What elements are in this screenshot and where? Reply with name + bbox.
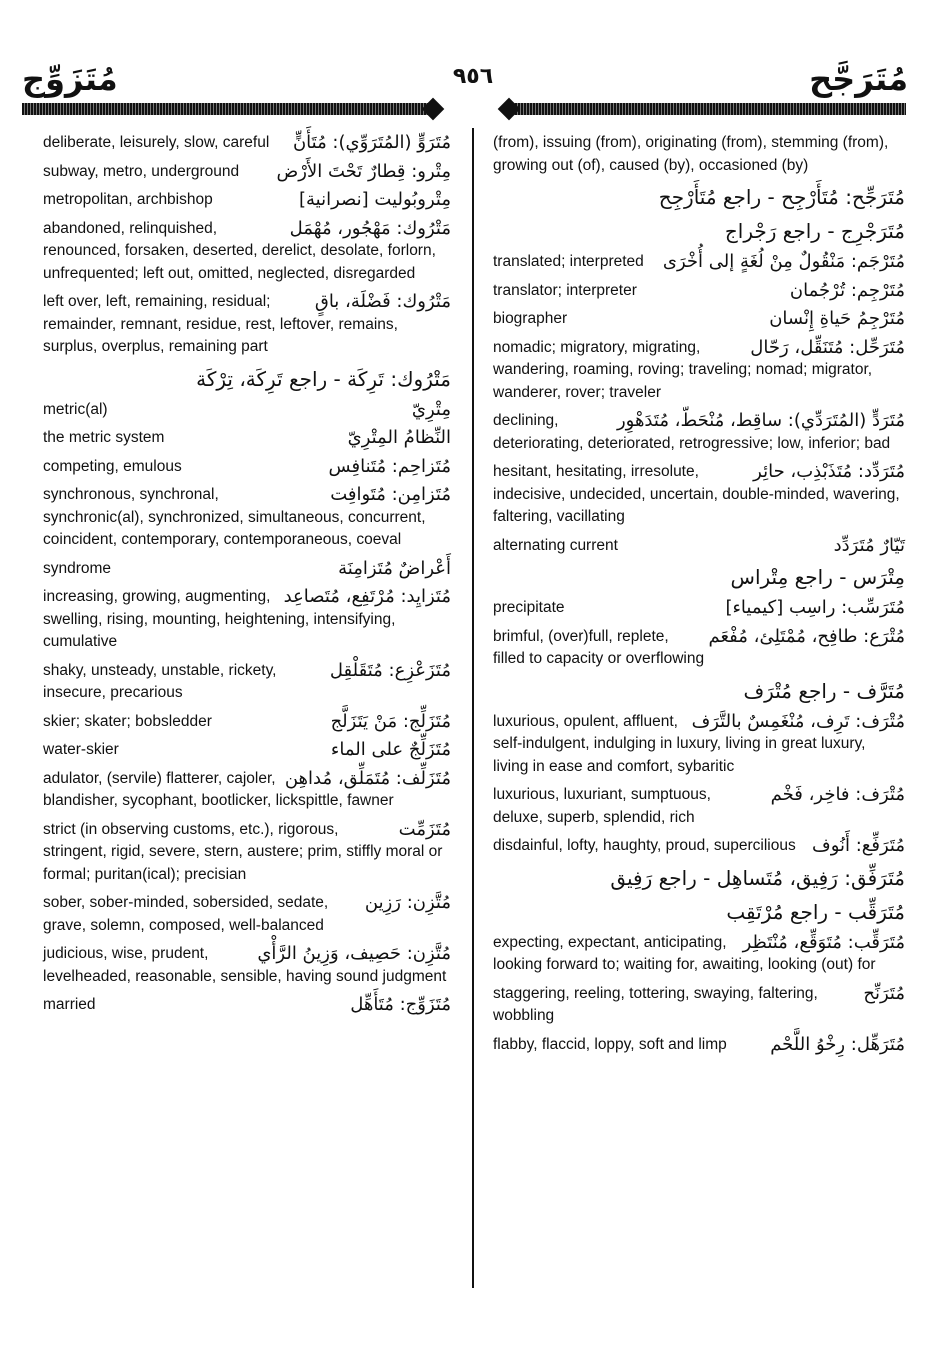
arabic-headword: مُتَزَوِّج: مُتَأَهِّل — [350, 994, 451, 1015]
arabic-headword: مَتْرُوك: تَرِكَة - راجع تَرِكَة، تِرْكَة — [196, 366, 451, 391]
english-definition: syndrome — [43, 559, 112, 577]
dictionary-entry — [43, 291, 451, 359]
dictionary-entry — [493, 898, 905, 926]
english-definition: subway, metro, underground — [43, 162, 240, 180]
english-definition: judicious, wise, prudent, levelheaded, reasonable, sensible, having sound judgment — [43, 945, 447, 985]
english-definition: left over, left, remaining, residual; remainder, remnant, residue, rest, leftover, remains, surplus, overplus, remaining part — [43, 293, 398, 355]
english-definition: metropolitan, archbishop — [43, 191, 213, 208]
dictionary-entry — [493, 280, 905, 303]
arabic-headword: مُتَزَمِّت — [398, 818, 451, 840]
arabic-headword: مُتَزَلِّجٌ على الماء — [330, 739, 451, 760]
arabic-headword: مُتْرَع: طافِح، مُمْتَلِئ، مُفْعَم — [708, 625, 905, 647]
arabic-headword: مُتَرْجَم: مَنْقُولٌ مِنْ لُغَةٍ إلى أُخْرَى — [662, 251, 905, 272]
arabic-headword: مُتَرَقِّب: مُتَوَقِّع، مُنْتَظِر — [742, 931, 905, 953]
arabic-headword: مُتَرَّف - راجع مُتْرَف — [743, 678, 905, 703]
english-definition: alternating current — [493, 536, 618, 554]
dictionary-entry — [493, 183, 905, 211]
dictionary-entry — [43, 768, 451, 813]
arabic-headword: مَتْرُوك: مَهْجُور، مُهْمَل — [289, 217, 451, 239]
dictionary-entry — [493, 835, 905, 858]
dictionary-entry — [43, 586, 451, 654]
dictionary-entry — [43, 739, 451, 762]
dictionary-entry — [43, 365, 451, 393]
dictionary-entry — [43, 558, 451, 581]
dictionary-entry — [493, 784, 905, 829]
english-definition: synchronous, synchronal, synchronic(al), synchronized, simultaneous, concurrent, coincident, contemporary, contemporaneous, coeval — [43, 486, 426, 548]
arabic-headword: مُتَزاحِم: مُتَنافِس — [328, 455, 451, 477]
left-column — [43, 132, 451, 1023]
english-definition: (from), issuing (from), originating (from), stemming (from), growing out (of), caused (by), occasioned (by) — [493, 134, 889, 174]
english-definition: declining, deteriorating, deteriorated, retrogressive; low, inferior; bad — [493, 412, 891, 452]
english-definition: adulator, (servile) flatterer, cajoler, blandisher, sycophant, bootlicker, lickspittle, fawner — [43, 769, 394, 809]
dictionary-entry — [43, 994, 451, 1017]
english-definition: luxurious, opulent, affluent, self-indulgent, indulging in luxury, living in great luxury, living in ease and comfort, sybaritic — [493, 712, 866, 775]
dictionary-entry — [493, 563, 905, 591]
left-running-headword: مُتَزَوِّج — [22, 60, 118, 98]
arabic-headword: تَيّارٌ مُتَرَدِّد — [833, 534, 905, 556]
dictionary-entry — [493, 1034, 905, 1057]
dictionary-entry — [493, 410, 905, 455]
english-definition: translated; interpreted — [493, 253, 644, 270]
dictionary-entry — [43, 456, 451, 479]
header-rule-diamond-left — [422, 98, 445, 121]
english-definition: brimful, (over)full, replete, filled to capacity or overflowing — [493, 627, 705, 667]
dictionary-entry — [43, 189, 451, 212]
header-rule-diamond-right — [498, 98, 521, 121]
english-definition: precipitate — [493, 599, 565, 616]
arabic-headword: مَتْرُوك: فَضْلَة، باقٍ — [314, 291, 451, 312]
english-definition: disdainful, lofty, haughty, proud, supercilious — [493, 837, 796, 854]
dictionary-entry — [43, 484, 451, 552]
arabic-headword: أَعْراضٌ مُتَزامِنَة — [338, 557, 451, 579]
arabic-headword: مُتْرَف: تَرِف، مُنْغَمِسٌ بالتَّرَف — [691, 710, 905, 732]
english-definition: the metric system — [43, 429, 165, 446]
english-definition: married — [43, 996, 96, 1013]
english-definition: strict (in observing customs, etc.), rigorous, stringent, rigid, severe, stern, austere; prim, stiffly moral or formal; puritan(ical); precisian — [43, 820, 443, 883]
dictionary-entry — [493, 626, 905, 671]
english-definition: luxurious, luxuriant, sumptuous, deluxe, superb, splendid, rich — [493, 786, 711, 826]
arabic-headword: مُتَزَعْزِع: مُتَقَلْقِل — [329, 659, 451, 681]
dictionary-entry — [43, 161, 451, 184]
arabic-headword: مِتْرو: قِطارٌ تَحْتَ الأَرْض — [276, 160, 451, 182]
english-definition: shaky, unsteady, unstable, rickety, insecure, precarious — [43, 661, 277, 701]
dictionary-entry — [493, 461, 905, 529]
dictionary-entry — [43, 819, 451, 887]
arabic-headword: مُتَرَنِّح — [863, 982, 905, 1004]
arabic-headword: مُتَرَسِّب: راسِب [كيمياء] — [725, 597, 905, 618]
arabic-headword: مُتَرَهِّل: رِخْوُ اللَّحْم — [770, 1033, 905, 1055]
dictionary-entry — [493, 597, 905, 620]
right-column — [493, 132, 905, 1062]
english-definition: nomadic; migratory, migrating, wandering, roaming, roving; traveling; nomad; migrator, wanderer, rover; traveler — [493, 338, 873, 401]
dictionary-entry — [43, 399, 451, 422]
english-definition: sober, sober-minded, sobersided, sedate, grave, solemn, composed, well-balanced — [43, 894, 329, 934]
dictionary-entry — [43, 660, 451, 705]
english-definition: competing, emulous — [43, 457, 182, 475]
english-definition: water-skier — [43, 741, 119, 758]
arabic-headword: مِتْروبُوليت [نصرانية] — [298, 189, 451, 210]
dictionary-entry — [493, 337, 905, 405]
arabic-headword: مُتَرَدٍّ (المُتَرَدِّي): ساقِط، مُنْحَطّ، مُتَدَهْوِر — [616, 410, 905, 431]
dictionary-entry — [43, 132, 451, 155]
header-rule-right — [512, 103, 906, 115]
arabic-headword: مُتَرَوٍّ (المُتَرَوِّي): مُتَأَنٍّ — [292, 132, 451, 153]
arabic-headword: مُتَزايِد: مُرْتَفِع، مُتَصاعِد — [283, 586, 451, 607]
arabic-headword: النِّظامُ المِتْرِيّ — [347, 427, 451, 448]
dictionary-entry — [43, 943, 451, 988]
english-definition: deliberate, leisurely, slow, careful — [43, 134, 270, 151]
dictionary-entry — [493, 132, 905, 177]
dictionary-entry — [493, 251, 905, 274]
english-definition: abandoned, relinquished, renounced, forsaken, deserted, derelict, desolate, forlorn, unfrequented; left out, omitted, neglected, disregarded — [43, 219, 436, 282]
arabic-headword: مُتَزامِن: مُتَوافِت — [330, 484, 451, 505]
dictionary-entry — [493, 677, 905, 705]
english-definition: hesitant, hesitating, irresolute, indecisive, undecided, uncertain, double-minded, wavering, faltering, vacillating — [493, 463, 900, 525]
arabic-headword: مُتَرَدِّد: مُتَذَبْذِب، حائِر — [753, 461, 905, 482]
dictionary-entry — [493, 983, 905, 1028]
english-definition: increasing, growing, augmenting, swelling, rising, mounting, heightening, intensifying, cumulative — [43, 588, 396, 650]
arabic-headword: مِتْرِيّ — [411, 398, 451, 420]
english-definition: translator; interpreter — [493, 281, 637, 299]
column-divider — [472, 128, 474, 1288]
arabic-headword: مُتَرَقِّب - راجع مُرْتَقِب — [726, 899, 905, 924]
arabic-headword: مُتَرَحِّل: مُتَنَقِّل، رَحّال — [750, 336, 905, 358]
arabic-headword: مُتَرْجِمُ حَياةِ إِنْسان — [769, 308, 905, 329]
dictionary-entry — [43, 711, 451, 734]
arabic-headword: مُتَرَفِّع: أَنُوف — [812, 835, 905, 856]
dictionary-entry — [493, 308, 905, 331]
arabic-headword: مُتَرَجِّح: مُتَأَرْجِح - راجع مُتَأَرْجِح — [658, 185, 905, 209]
dictionary-entry — [493, 217, 905, 245]
arabic-headword: مُتْرَف: فاخِر، فَخْم — [770, 784, 905, 805]
dictionary-entry — [493, 932, 905, 977]
right-running-headword: مُتَرَجَّح — [809, 60, 908, 98]
english-definition: expecting, expectant, anticipating, looking forward to; waiting for, awaiting, looking (out) for — [493, 933, 876, 973]
arabic-headword: مُتَرْجِم: تُرْجُمان — [789, 279, 905, 301]
arabic-headword: مُتَزَلِّج: مَنْ يَتَزَلَّج — [330, 710, 451, 732]
header-rule-left — [22, 103, 433, 115]
dictionary-entry — [493, 711, 905, 779]
english-definition: flabby, flaccid, loppy, soft and limp — [493, 1035, 727, 1053]
arabic-headword: مُتَّزِن: حَصِيف، وَزِينُ الرَّأْي — [257, 943, 451, 964]
arabic-headword: مُتَرَفِّق: رَفِيق، مُتَساهِل - راجع رَفِيق — [610, 865, 905, 890]
dictionary-entry — [493, 535, 905, 558]
dictionary-entry — [43, 892, 451, 937]
english-definition: skier; skater; bobsledder — [43, 712, 212, 730]
arabic-headword: مُتَزَلِّف: مُتَمَلِّق، مُداهِن — [284, 767, 451, 789]
english-definition: staggering, reeling, tottering, swaying, faltering, wobbling — [493, 984, 818, 1024]
arabic-headword: مُتَّزِن: رَزِين — [364, 892, 451, 913]
dictionary-entry — [493, 864, 905, 892]
arabic-headword: مُتَرَجْرِج - راجع رَجْراج — [724, 219, 905, 243]
page-number: ٩٥٦ — [452, 64, 494, 89]
english-definition: biographer — [493, 310, 568, 327]
english-definition: metric(al) — [43, 400, 108, 418]
dictionary-entry — [43, 218, 451, 286]
dictionary-entry — [43, 427, 451, 450]
arabic-headword: مِتْرَس - راجع مِتْراس — [730, 565, 905, 589]
